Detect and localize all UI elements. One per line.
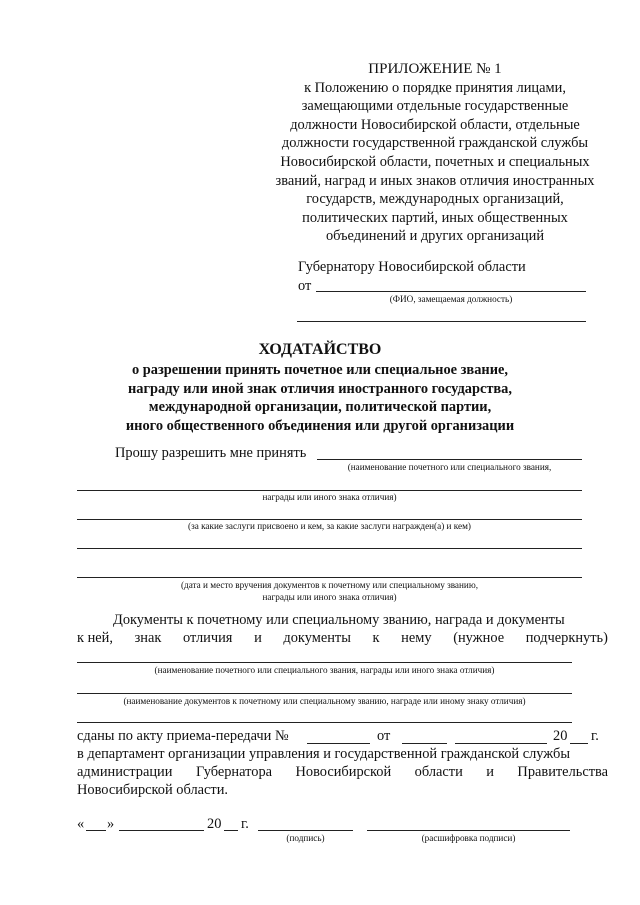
word: и: [254, 630, 262, 646]
word: Губернатора: [195, 764, 273, 780]
signature-field[interactable]: [258, 830, 353, 831]
quote-open: «: [77, 816, 85, 832]
request-caption-2: награды или иного знака отличия): [262, 492, 397, 502]
request-field-2[interactable]: [77, 490, 582, 491]
transfer-line-2: в департамент организации управления и государственной гражданской службы: [77, 746, 571, 762]
appendix-line: должности Новосибирской области, отдельные: [290, 116, 580, 133]
request-field-5[interactable]: [77, 577, 582, 578]
quote-close: »: [107, 816, 115, 832]
transfer-day-field[interactable]: [402, 743, 447, 744]
addressee-from-caption: (ФИО, замещаемая должность): [389, 294, 513, 304]
transfer-line-1: [77, 728, 608, 748]
appendix-line: политических партий, иных общественных: [302, 209, 568, 226]
signature-year-prefix: 20: [207, 816, 222, 832]
word: к ней,: [77, 630, 113, 646]
documents-line-2: [77, 630, 608, 647]
documents-field-1[interactable]: [77, 662, 572, 663]
petition-subtitle-line: о разрешении принять почетное или специальное звание,: [132, 362, 508, 378]
word: администрации: [77, 764, 173, 780]
transfer-line-3: [77, 764, 608, 781]
word: подчеркнуть): [525, 630, 608, 646]
petition-subtitle: [0, 361, 640, 435]
word: и: [486, 764, 494, 780]
addressee-from-label: от: [298, 278, 312, 294]
signature-decode-field[interactable]: [367, 830, 570, 831]
petition-subtitle-line: награду или иной знак отличия иностранного государства,: [128, 380, 512, 397]
documents-caption-2: (наименование документов к почетному или специальному званию, награде или иному знаку отличия): [123, 696, 526, 706]
word: нему: [401, 630, 432, 646]
request-field-3[interactable]: [77, 519, 582, 520]
word: области: [414, 764, 463, 780]
transfer-line-4: Новосибирской области.: [77, 782, 228, 798]
transfer-year-prefix: 20: [553, 728, 568, 744]
documents-line-1: Документы к почетному или специальному званию, награда и документы: [113, 612, 565, 628]
appendix-line: званий, наград и иных знаков отличия иностранных: [275, 172, 595, 189]
word: к: [372, 630, 380, 646]
signature-year-suffix: г.: [241, 816, 249, 832]
word: отличия: [183, 630, 233, 646]
transfer-from-label: от: [377, 728, 391, 744]
word: знак: [134, 630, 162, 646]
documents-caption-1: (наименование почетного или специального звания, награды или иного знака отличия): [154, 665, 495, 675]
appendix-line: к Положению о порядке принятия лицами,: [304, 79, 566, 96]
request-caption-3: (за какие заслуги присвоено и кем, за какие заслуги награжден(а) и кем): [188, 521, 471, 531]
appendix-line: Новосибирской области, почетных и специальных: [280, 153, 590, 170]
transfer-year-suffix: г.: [591, 728, 599, 744]
appendix-block: [270, 60, 600, 246]
request-caption-1: (наименование почетного или специального звания,: [347, 462, 552, 472]
appendix-line: государств, международных организаций,: [306, 191, 564, 208]
appendix-line: должности государственной гражданской службы: [281, 135, 589, 152]
transfer-month-field[interactable]: [455, 743, 547, 744]
word: документы: [283, 630, 351, 646]
signature-month-field[interactable]: [119, 830, 204, 831]
petition-title: ХОДАТАЙСТВО: [258, 341, 382, 358]
transfer-act-number-field[interactable]: [307, 743, 370, 744]
appendix-line: объединений и других организаций: [325, 228, 545, 245]
addressee-from-field[interactable]: [316, 291, 586, 292]
signature-year-field[interactable]: [224, 830, 238, 831]
transfer-act-label: сданы по акту приема-передачи №: [77, 728, 289, 744]
addressee-position-field[interactable]: [297, 321, 586, 322]
signature-caption: (подпись): [286, 833, 325, 843]
signature-day-field[interactable]: [86, 830, 106, 831]
request-field-4[interactable]: [77, 548, 582, 549]
word: Новосибирской: [295, 764, 392, 780]
transfer-year-field[interactable]: [570, 743, 588, 744]
appendix-title: ПРИЛОЖЕНИЕ № 1: [368, 61, 502, 77]
request-field-1[interactable]: [317, 459, 582, 460]
request-caption-4b: награды или иного знака отличия): [262, 592, 397, 602]
documents-field-3[interactable]: [77, 722, 572, 723]
petition-subtitle-line: иного общественного объединения или другой организации: [125, 417, 515, 434]
addressee-to: Губернатору Новосибирской области: [298, 259, 526, 275]
word: Правительства: [517, 764, 608, 780]
request-text: Прошу разрешить мне принять: [115, 445, 307, 461]
signature-decode-caption: (расшифровка подписи): [421, 833, 516, 843]
word: (нужное: [453, 630, 505, 646]
appendix-line: замещающими отдельные государственные: [301, 98, 569, 115]
documents-field-2[interactable]: [77, 693, 572, 694]
request-caption-4a: (дата и место вручения документов к почетному или специальному званию,: [180, 580, 479, 590]
petition-subtitle-line: международной организации, политической партии,: [148, 399, 492, 415]
